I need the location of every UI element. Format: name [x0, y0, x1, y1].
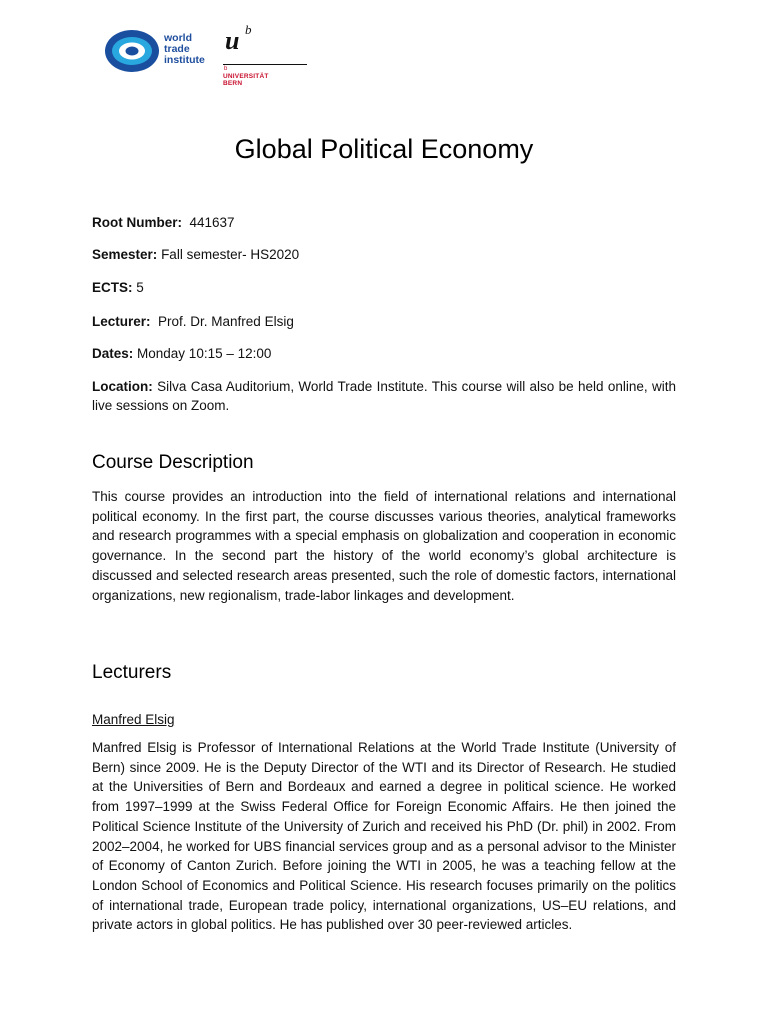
lecturer-name-link[interactable]: Manfred Elsig — [92, 712, 175, 727]
semester-value: Fall semester- HS2020 — [161, 247, 300, 262]
unibe-divider — [223, 64, 307, 65]
root-number-field — [92, 213, 676, 232]
semester-label: Semester: — [92, 247, 158, 262]
course-description-text: This course provides an introduction into the field of international relations and international political economy. In the first part, the course discusses various theories, analytical frameworks and research programmes with a special emphasis on globalization and cooperation in economic governance. In the second part the history of the world economy’s global architecture is discussed and selected research areas presented, such the role of domestic factors, international organizations, new regionalism, trade-labor linkages and development. — [92, 489, 676, 603]
page-title: Global Political Economy — [234, 134, 534, 164]
unibe-b: b — [245, 22, 252, 37]
dates-field — [92, 344, 676, 363]
university-bern-logo — [221, 22, 311, 90]
dates-label: Dates: — [92, 346, 134, 361]
lecturer-field — [92, 312, 676, 331]
lecturers-heading: Lecturers — [92, 662, 172, 683]
lecturer-bio-text: Manfred Elsig is Professor of International Relations at the World Trade Institute (University of Bern) since 2009. He is the Deputy Director of the WTI and its Director of Research. He studied at the Universities of Bern and Bordeaux and earned a degree in political science. He worked from 1997–1999 at the Swiss Federal Office for Foreign Economic Affairs. He then joined the Political Science Institute of the University of Zurich and received his PhD (Dr. phil) in 2002. From 2002–2004, he worked for UBS financial services group and as a personal advisor to the Minister of Economy of Canton Zurich. Before joining the WTI in 2005, he was a teaching fellow at the London School of Economics and Political Science. His research focuses primarily on the politics of international trade, European trade policy, international organizations, US–EU relations, and private actors in global politics. He has published over 30 peer-reviewed articles. — [92, 740, 676, 933]
lecturer-label: Lecturer: — [92, 314, 151, 329]
unibe-name: UNIVERSITÄT BERN — [223, 73, 269, 87]
lecturer-value: Prof. Dr. Manfred Elsig — [158, 314, 294, 329]
unibe-small-b: b — [224, 66, 228, 72]
ects-field — [92, 278, 676, 297]
location-field — [92, 377, 676, 415]
ects-value: 5 — [136, 280, 144, 295]
wti-logo-text: world trade institute — [164, 32, 205, 66]
location-value: Silva Casa Auditorium, World Trade Institute. This course will also be held online, with live sessions on Zoom. — [92, 379, 676, 413]
course-description-heading: Course Description — [92, 452, 254, 473]
semester-field — [92, 245, 676, 264]
location-label: Location: — [92, 379, 153, 394]
dates-value: Monday 10:15 – 12:00 — [137, 346, 272, 361]
root-number-value: 441637 — [189, 215, 235, 230]
root-number-label: Root Number: — [92, 215, 182, 230]
ects-label: ECTS: — [92, 280, 133, 295]
unibe-u: u — [225, 26, 240, 55]
